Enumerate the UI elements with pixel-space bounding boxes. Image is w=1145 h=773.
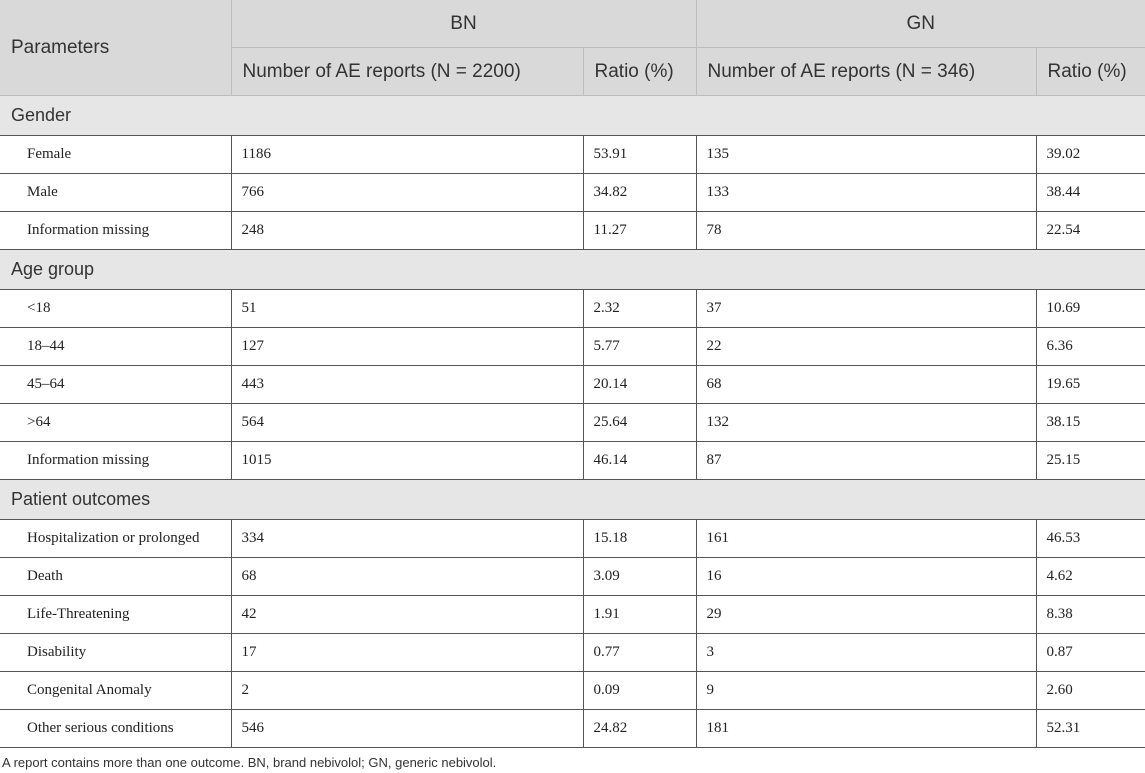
row-label: Congenital Anomaly (0, 672, 231, 710)
table-footnote: A report contains more than one outcome. BN, brand nebivolol; GN, generic nebivolol. (2, 755, 497, 770)
row-label: 18–44 (0, 328, 231, 366)
bn-count-cell: 127 (231, 328, 583, 366)
gn-count-cell: 78 (696, 212, 1036, 250)
gn-count-cell: 29 (696, 596, 1036, 634)
bn-count-cell: 51 (231, 290, 583, 328)
bn-count-cell: 2 (231, 672, 583, 710)
gn-ratio-cell: 2.60 (1036, 672, 1145, 710)
bn-ratio-cell: 11.27 (583, 212, 696, 250)
gn-ratio-cell: 38.44 (1036, 174, 1145, 212)
gn-ratio-cell: 38.15 (1036, 404, 1145, 442)
gn-ratio-cell: 46.53 (1036, 520, 1145, 558)
gn-ratio-cell: 8.38 (1036, 596, 1145, 634)
table-row (0, 366, 1145, 404)
bn-count-cell: 1186 (231, 136, 583, 174)
header-gn-ratio: Ratio (%) (1036, 48, 1145, 96)
bn-ratio-cell: 53.91 (583, 136, 696, 174)
gn-count-cell: 161 (696, 520, 1036, 558)
row-label: Information missing (0, 212, 231, 250)
table-row (0, 442, 1145, 480)
section-title: Patient outcomes (0, 480, 1145, 520)
bn-count-cell: 42 (231, 596, 583, 634)
gn-ratio-cell: 6.36 (1036, 328, 1145, 366)
header-group-bn: BN (231, 0, 696, 48)
bn-ratio-cell: 2.32 (583, 290, 696, 328)
header-parameters: Parameters (0, 0, 231, 96)
table-row (0, 328, 1145, 366)
gn-ratio-cell: 22.54 (1036, 212, 1145, 250)
row-label: Disability (0, 634, 231, 672)
header-gn-count: Number of AE reports (N = 346) (696, 48, 1036, 96)
bn-ratio-cell: 15.18 (583, 520, 696, 558)
header-bn-ratio: Ratio (%) (583, 48, 696, 96)
table-row (0, 404, 1145, 442)
header-bn-count: Number of AE reports (N = 2200) (231, 48, 583, 96)
row-label: Death (0, 558, 231, 596)
table-row (0, 520, 1145, 558)
table-row (0, 136, 1145, 174)
bn-count-cell: 68 (231, 558, 583, 596)
gn-count-cell: 87 (696, 442, 1036, 480)
row-label: Male (0, 174, 231, 212)
gn-count-cell: 133 (696, 174, 1036, 212)
gn-ratio-cell: 39.02 (1036, 136, 1145, 174)
gn-ratio-cell: 19.65 (1036, 366, 1145, 404)
bn-count-cell: 334 (231, 520, 583, 558)
gn-count-cell: 16 (696, 558, 1036, 596)
bn-count-cell: 546 (231, 710, 583, 748)
table-row (0, 634, 1145, 672)
row-label: Female (0, 136, 231, 174)
bn-count-cell: 443 (231, 366, 583, 404)
gn-ratio-cell: 25.15 (1036, 442, 1145, 480)
section-title: Gender (0, 96, 1145, 136)
bn-ratio-cell: 5.77 (583, 328, 696, 366)
section-row (0, 480, 1145, 520)
gn-count-cell: 9 (696, 672, 1036, 710)
bn-ratio-cell: 20.14 (583, 366, 696, 404)
row-label: >64 (0, 404, 231, 442)
bn-ratio-cell: 34.82 (583, 174, 696, 212)
gn-count-cell: 135 (696, 136, 1036, 174)
gn-ratio-cell: 10.69 (1036, 290, 1145, 328)
row-label: Other serious conditions (0, 710, 231, 748)
header-group-gn: GN (696, 0, 1145, 48)
bn-ratio-cell: 46.14 (583, 442, 696, 480)
table-header (0, 0, 1145, 96)
gn-count-cell: 37 (696, 290, 1036, 328)
bn-ratio-cell: 25.64 (583, 404, 696, 442)
section-title: Age group (0, 250, 1145, 290)
gn-ratio-cell: 0.87 (1036, 634, 1145, 672)
bn-count-cell: 766 (231, 174, 583, 212)
table-body (0, 96, 1145, 748)
table-row (0, 212, 1145, 250)
bn-count-cell: 564 (231, 404, 583, 442)
bn-ratio-cell: 0.77 (583, 634, 696, 672)
section-row (0, 250, 1145, 290)
bn-ratio-cell: 3.09 (583, 558, 696, 596)
row-label: Life-Threatening (0, 596, 231, 634)
gn-count-cell: 132 (696, 404, 1036, 442)
row-label: Hospitalization or prolonged (0, 520, 231, 558)
gn-count-cell: 181 (696, 710, 1036, 748)
bn-count-cell: 248 (231, 212, 583, 250)
row-label: 45–64 (0, 366, 231, 404)
table-row (0, 596, 1145, 634)
gn-ratio-cell: 52.31 (1036, 710, 1145, 748)
table-row (0, 174, 1145, 212)
bn-count-cell: 17 (231, 634, 583, 672)
gn-ratio-cell: 4.62 (1036, 558, 1145, 596)
section-row (0, 96, 1145, 136)
table-row (0, 672, 1145, 710)
table-row (0, 290, 1145, 328)
gn-count-cell: 3 (696, 634, 1036, 672)
bn-ratio-cell: 24.82 (583, 710, 696, 748)
bn-count-cell: 1015 (231, 442, 583, 480)
table-row (0, 558, 1145, 596)
bn-ratio-cell: 1.91 (583, 596, 696, 634)
bn-ratio-cell: 0.09 (583, 672, 696, 710)
gn-count-cell: 22 (696, 328, 1036, 366)
gn-count-cell: 68 (696, 366, 1036, 404)
row-label: Information missing (0, 442, 231, 480)
row-label: <18 (0, 290, 231, 328)
table-row (0, 710, 1145, 748)
